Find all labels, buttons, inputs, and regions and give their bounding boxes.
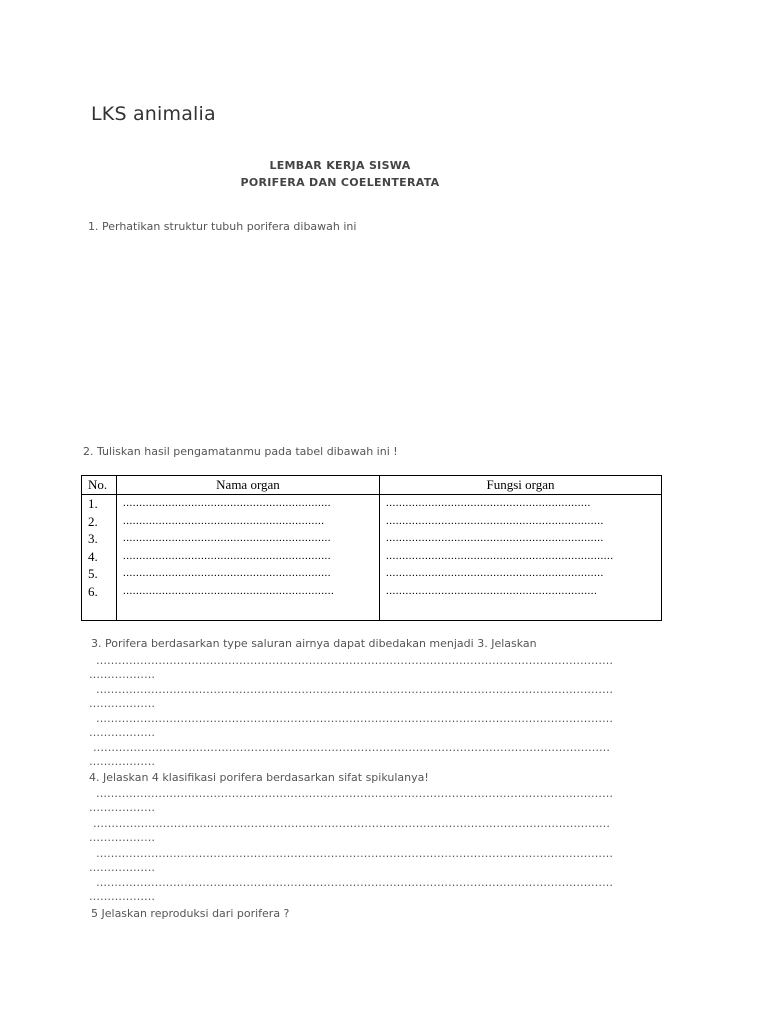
table-number: 2. (88, 513, 98, 529)
page-title: LKS animalia (91, 103, 216, 125)
table-number: 3. (88, 531, 98, 546)
table-header-fungsi: Fungsi organ (379, 476, 661, 495)
nama-organ-blank: ................................................................ (123, 532, 331, 544)
sheet-heading-line1: LEMBAR KERJA SISWA (269, 159, 411, 172)
nama-organ-blank: ................................................................ (123, 549, 331, 562)
answer-line: …………………………………………………………………………………………………………………………… (96, 654, 613, 667)
table-header-row (82, 476, 662, 495)
question-4: 4. Jelaskan 4 klasifikasi porifera berdasarkan sifat spikulanya! (89, 771, 429, 784)
answer-line: ……………… (89, 697, 155, 710)
answer-line: …………………………………………………………………………………………………………………………… (93, 741, 610, 754)
answer-line: …………………………………………………………………………………………………………………………… (96, 683, 613, 696)
sheet-heading-line2: PORIFERA DAN COELENTERATA (240, 176, 440, 189)
answer-line: ……………… (89, 831, 155, 844)
fungsi-organ-blank: ................................................................... (385, 567, 604, 579)
table-number: 6. (88, 583, 98, 599)
answer-line: ……………… (89, 861, 155, 874)
nama-organ-blank: ................................................................ (123, 567, 331, 579)
nama-organ-blank: ................................................................ (123, 497, 331, 509)
answer-line: …………………………………………………………………………………………………………………………… (93, 817, 610, 830)
answer-line: …………………………………………………………………………………………………………………………… (96, 787, 613, 800)
table-header-nama: Nama organ (117, 476, 380, 495)
table-number: 5. (88, 566, 98, 581)
fungsi-organ-blank: ................................................................... (385, 514, 604, 527)
answer-line: ……………… (89, 890, 155, 903)
table-nama-column (117, 495, 380, 621)
fungsi-organ-blank: ................................................................. (385, 584, 598, 597)
answer-line: …………………………………………………………………………………………………………………………… (96, 847, 613, 860)
table-body-row (82, 495, 662, 621)
answer-line: ……………… (89, 755, 155, 768)
table-header-no: No. (82, 476, 117, 495)
table-number: 1. (88, 496, 98, 511)
question-1: 1. Perhatikan struktur tubuh porifera dibawah ini (88, 220, 357, 233)
question-5: 5 Jelaskan reproduksi dari porifera ? (91, 907, 290, 920)
table-fungsi-column (379, 495, 661, 621)
answer-line: ……………… (89, 668, 155, 681)
answer-line: …………………………………………………………………………………………………………………………… (96, 712, 613, 725)
answer-line: ……………… (89, 801, 155, 814)
table-number: 4. (88, 548, 98, 564)
organ-table (81, 475, 662, 621)
fungsi-organ-blank: ................................................................... (385, 532, 604, 544)
answer-line: …………………………………………………………………………………………………………………………… (96, 876, 613, 889)
question-3: 3. Porifera berdasarkan type saluran airnya dapat dibedakan menjadi 3. Jelaskan (91, 637, 537, 650)
nama-organ-blank: .............................................................. (123, 514, 325, 527)
fungsi-organ-blank: ...................................................................... (385, 549, 614, 562)
answer-line: ……………… (89, 726, 155, 739)
table-number-column (82, 495, 117, 621)
nama-organ-blank: ................................................................. (123, 584, 335, 597)
fungsi-organ-blank: ............................................................... (385, 497, 591, 509)
question-2: 2. Tuliskan hasil pengamatanmu pada tabel dibawah ini ! (83, 445, 398, 458)
